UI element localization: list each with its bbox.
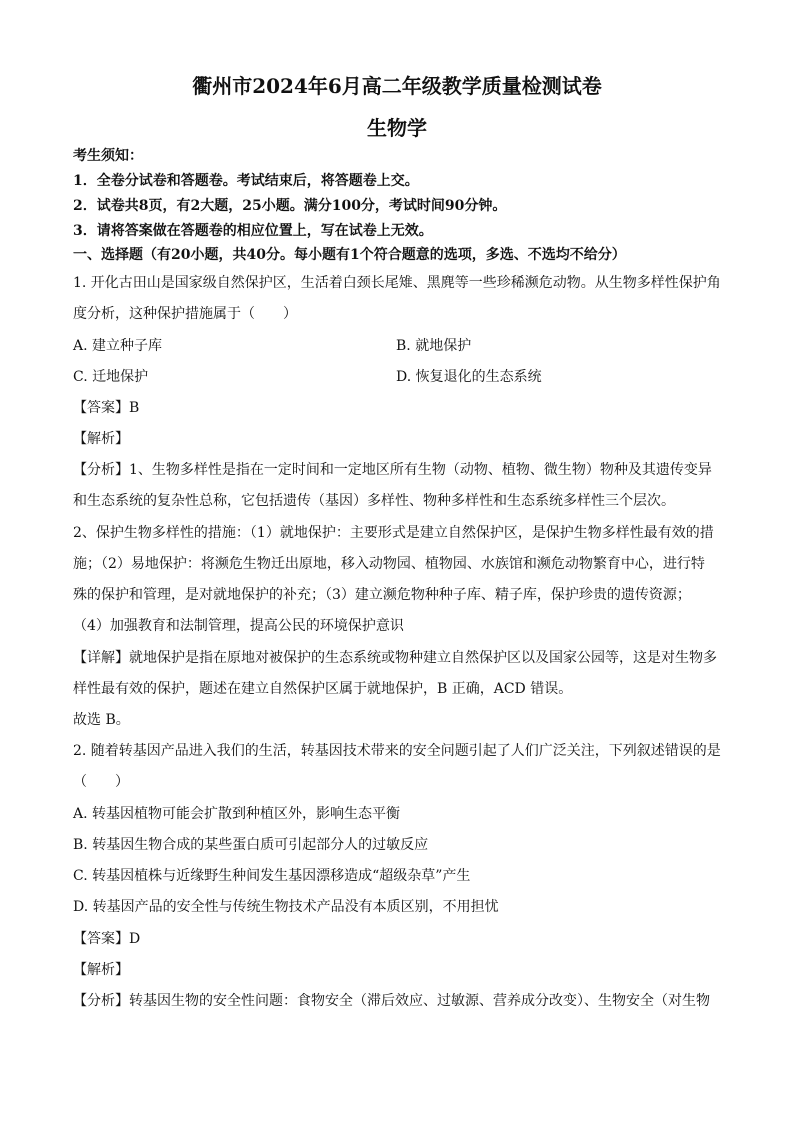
- q1-option-d: D. 恢复退化的生态系统: [396, 369, 542, 385]
- q1-stem-line-2: 度分析，这种保护措施属于（ ）: [73, 306, 297, 322]
- q1-analysis-line-6: （4）加强教育和法制管理，提高公民的环境保护意识: [73, 618, 404, 634]
- q2-analysis-label: 【解析】: [73, 962, 129, 978]
- q1-stem-line-1: 1. 开化古田山是国家级自然保护区，生活着白颈长尾雉、黑麂等一些珍稀濒危动物。从生物多样性保护角: [73, 275, 721, 291]
- q1-option-c: C. 迁地保护: [73, 369, 149, 385]
- q1-detail-line-1: 【详解】就地保护是指在原地对被保护的生态系统或物种建立自然保护区以及国家公园等，这是对生物多: [73, 650, 717, 666]
- q2-option-b: B. 转基因生物合成的某些蛋白质可引起部分人的过敏反应: [73, 837, 429, 853]
- subject-title: 生物学: [367, 116, 427, 140]
- q2-stem-line-2: （ ）: [73, 774, 129, 790]
- notice-item-1: 1．全卷分试卷和答题卷。考试结束后，将答题卷上交。: [73, 173, 419, 189]
- exam-title: 衢州市2024年6月高二年级教学质量检测试卷: [192, 74, 602, 98]
- q2-analysis-line-1: 【分析】转基因生物的安全性问题：食物安全（滞后效应、过敏源、营养成分改变）、生物安全（对生物: [73, 993, 710, 1009]
- q1-analysis-line-2: 和生态系统的复杂性总称，它包括遗传（基因）多样性、物种多样性和生态系统多样性三个层次。: [73, 493, 675, 509]
- q2-option-d: D. 转基因产品的安全性与传统生物技术产品没有本质区别，不用担忧: [73, 899, 499, 915]
- q1-analysis-label: 【解析】: [73, 431, 129, 447]
- notice-heading: 考生须知：: [73, 148, 143, 164]
- q1-analysis-line-1: 【分析】1、生物多样性是指在一定时间和一定地区所有生物（动物、植物、微生物）物种及其遗传变异: [73, 462, 712, 478]
- q1-detail-line-2: 样性最有效的保护，题述在建立自然保护区属于就地保护，B 正确，ACD 错误。: [73, 681, 573, 697]
- q1-analysis-line-4: 施；（2）易地保护：将濒危生物迁出原地，移入动物园、植物园、水族馆和濒危动物繁育中心，进行特: [73, 556, 705, 572]
- q1-answer: 【答案】B: [73, 400, 140, 416]
- q2-option-c: C. 转基因植株与近缘野生种间发生基因漂移造成“超级杂草”产生: [73, 868, 471, 884]
- notice-item-2: 2．试卷共8页，有2大题，25小题。满分100分，考试时间90分钟。: [73, 198, 507, 214]
- q1-analysis-line-5: 殊的保护和管理，是对就地保护的补充；（3）建立濒危物种种子库、精子库，保护珍贵的遗传资源；: [73, 587, 691, 603]
- section-heading: 一、选择题（有20小题，共40分。每小题有1个符合题意的选项，多选、不选均不给分）: [73, 247, 626, 263]
- notice-item-3: 3．请将答案做在答题卷的相应位置上，写在试卷上无效。: [73, 223, 433, 239]
- q1-option-a: A. 建立种子库: [73, 338, 163, 354]
- q1-option-b: B. 就地保护: [396, 338, 472, 354]
- q2-option-a: A. 转基因植物可能会扩散到种植区外，影响生态平衡: [73, 806, 401, 822]
- q2-answer: 【答案】D: [73, 931, 141, 947]
- q1-analysis-line-3: 2、保护生物多样性的措施：（1）就地保护：主要形式是建立自然保护区，是保护生物多样性最有效的措: [73, 525, 714, 541]
- q1-conclusion: 故选 B。: [73, 712, 130, 728]
- q2-stem-line-1: 2. 随着转基因产品进入我们的生活，转基因技术带来的安全问题引起了人们广泛关注，下列叙述错误的是: [73, 743, 721, 759]
